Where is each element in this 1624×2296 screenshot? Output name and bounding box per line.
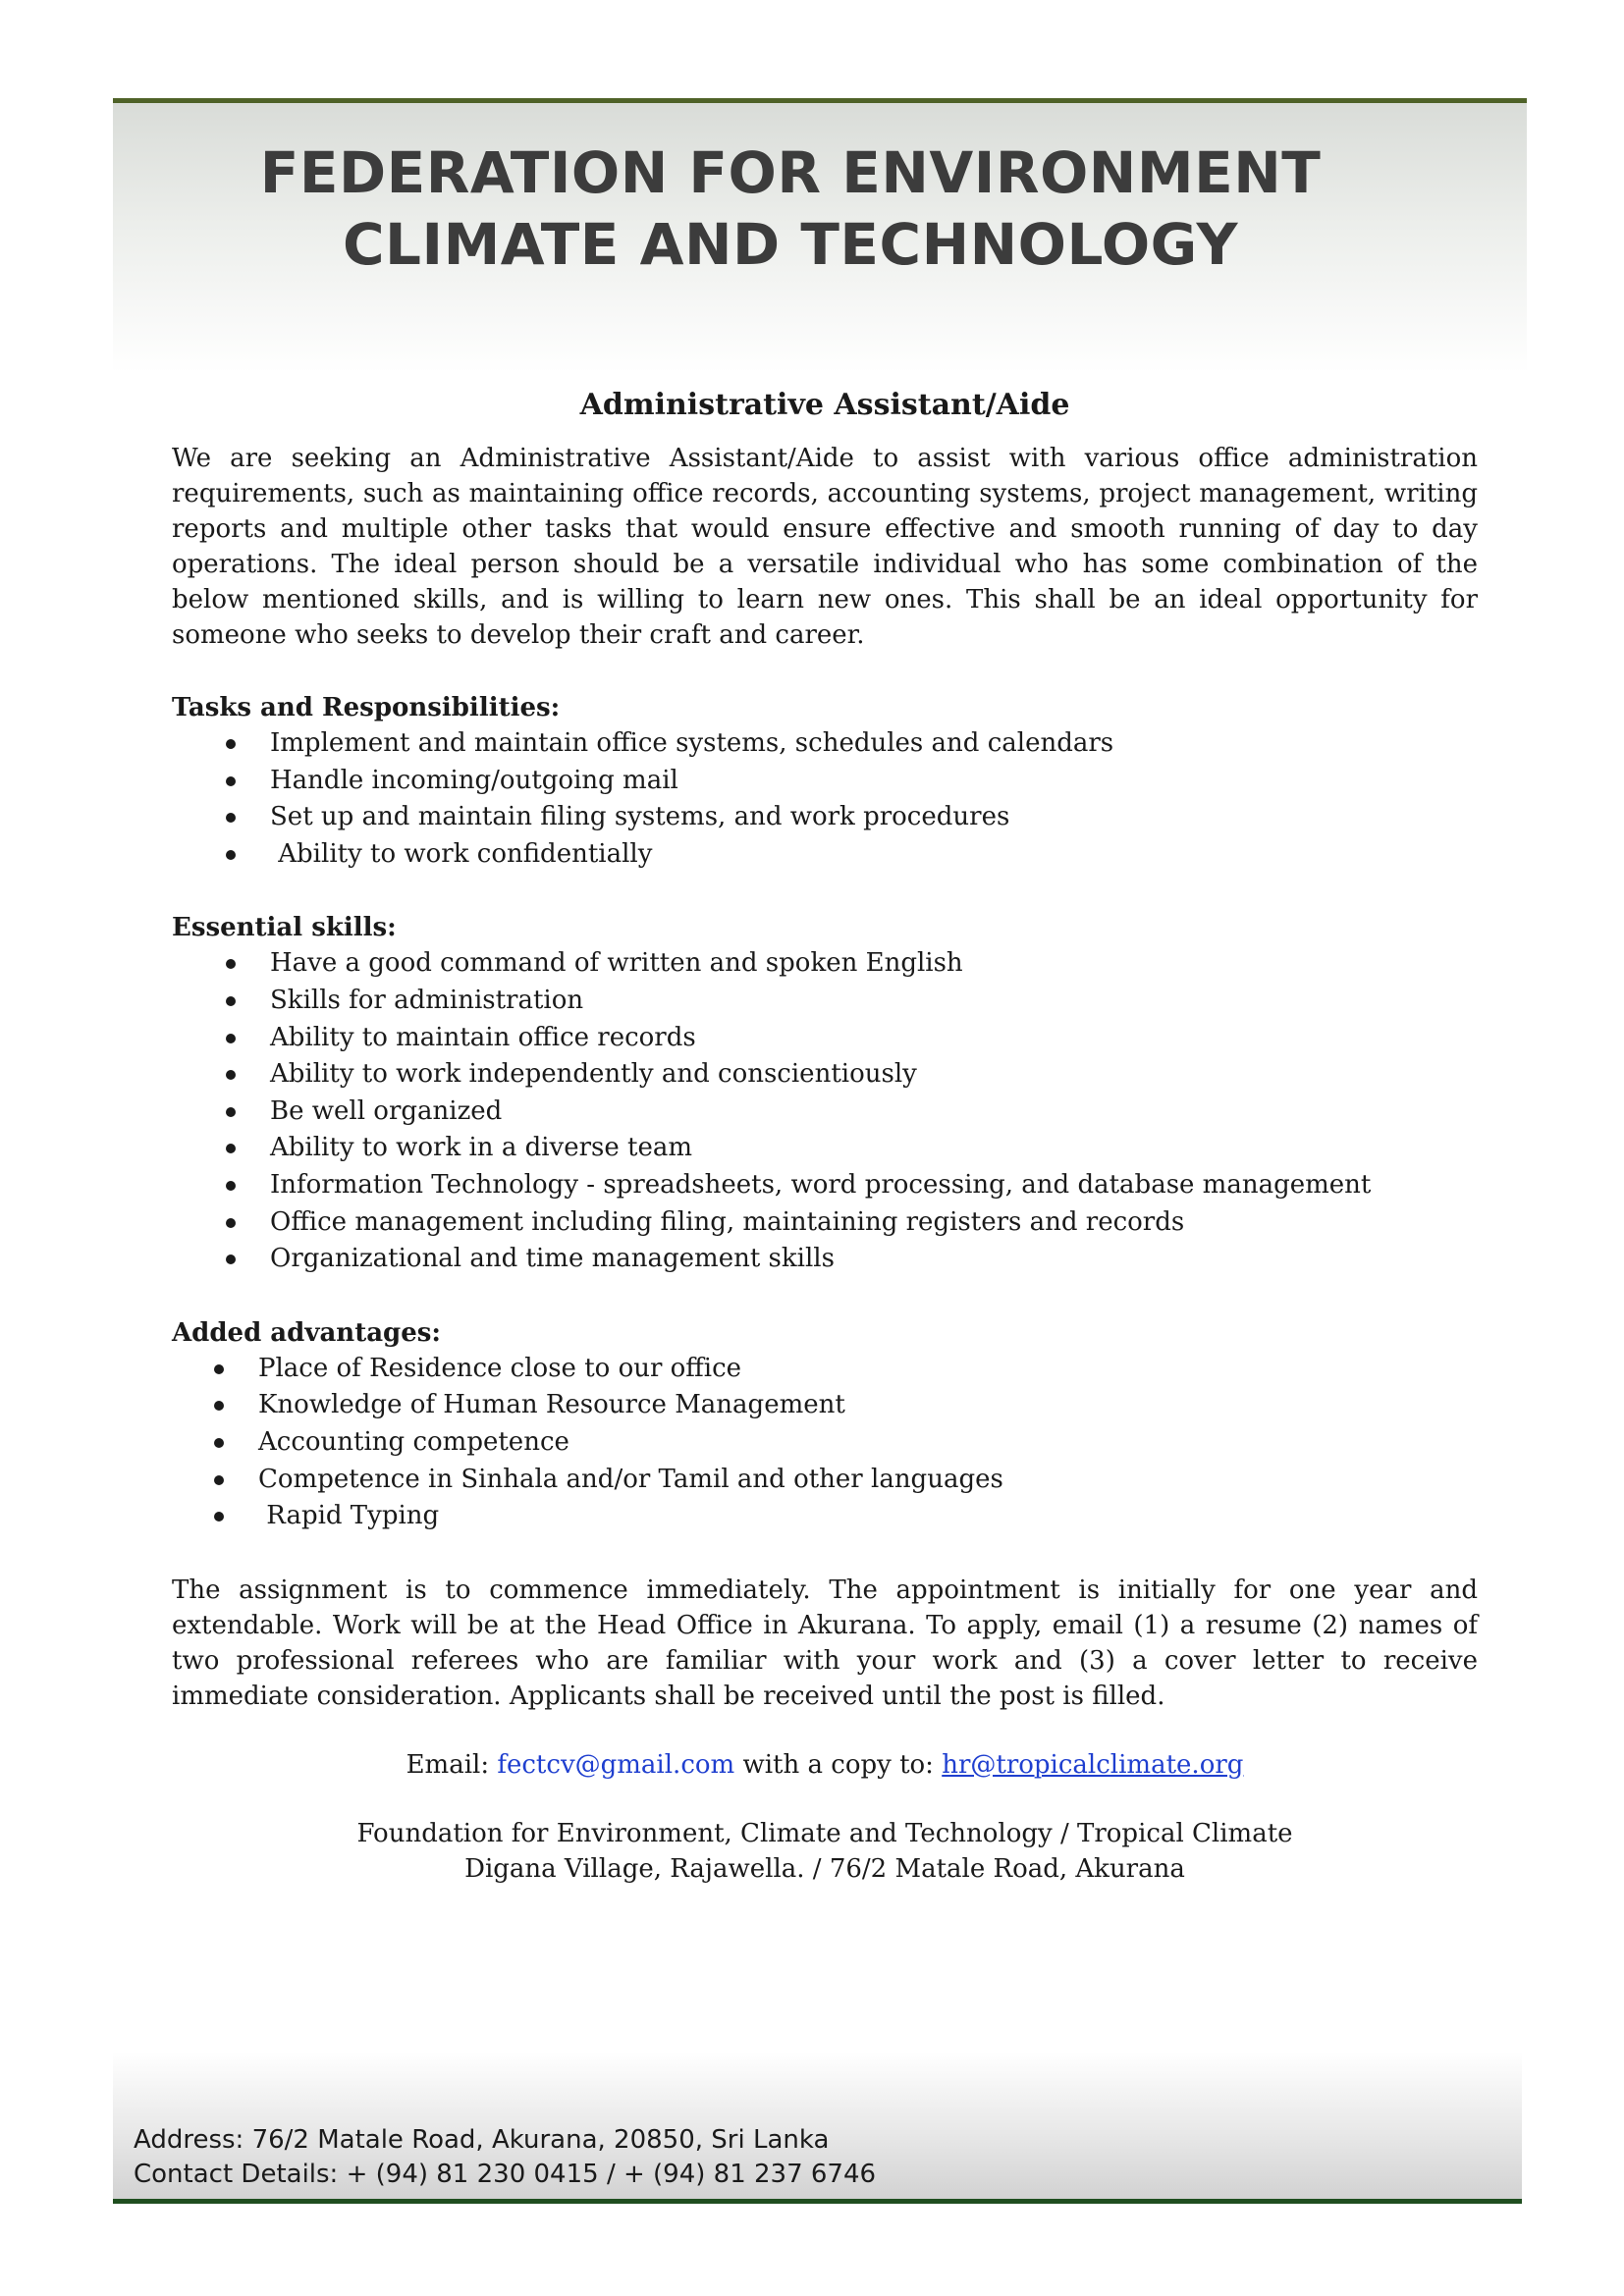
bullet-icon <box>226 1255 236 1264</box>
advantages-heading: Added advantages: <box>172 1317 442 1348</box>
bullet-icon <box>226 776 236 786</box>
list-item: Rapid Typing <box>172 1498 1478 1535</box>
list-item: Ability to work independently and conscientiously <box>172 1056 1478 1094</box>
closing-paragraph: The assignment is to commence immediately. The appointment is initially for one year and extendable. Work will be at the Head Office in Akurana. To apply, email (1) a resume (2) names of two professional referees who are familiar with your work and (3) a cover letter to receive immediate consideration. Applicants shall be received until the post is filled. <box>172 1575 1478 1711</box>
primary-email[interactable]: fectcv@gmail.com <box>497 1749 735 1780</box>
bullet-icon <box>226 813 236 823</box>
list-item: Handle incoming/outgoing mail <box>172 763 1478 800</box>
list-item: Ability to maintain office records <box>172 1020 1478 1057</box>
bullet-icon <box>214 1438 224 1448</box>
list-item: Accounting competence <box>172 1424 1478 1462</box>
bullet-icon <box>214 1364 224 1374</box>
list-item: Knowledge of Human Resource Management <box>172 1387 1478 1424</box>
bullet-icon <box>214 1512 224 1522</box>
advantages-list <box>172 1351 1478 1535</box>
list-item: Ability to work in a diverse team <box>172 1130 1478 1167</box>
skills-list <box>172 945 1478 1277</box>
footer-address: Address: 76/2 Matale Road, Akurana, 20850, Sri Lanka <box>134 2125 830 2155</box>
bullet-icon <box>226 1107 236 1117</box>
bullet-icon <box>214 1475 224 1485</box>
email-line <box>172 1747 1478 1783</box>
bullet-icon <box>226 739 236 749</box>
bullet-icon <box>226 1218 236 1228</box>
footer-contact-details: Contact Details: + (94) 81 230 0415 / + (94) 81 237 6746 <box>134 2160 877 2189</box>
footer <box>134 2123 876 2192</box>
list-item: Information Technology - spreadsheets, word processing, and database management <box>172 1167 1478 1204</box>
list-item: Set up and maintain filing systems, and work procedures <box>172 799 1478 836</box>
organization-title <box>0 137 1581 281</box>
bullet-icon <box>226 850 236 860</box>
job-intro-paragraph: We are seeking an Administrative Assistant/Aide to assist with various office administration requirements, such as maintaining office records, accounting systems, project management, writing reports and multiple other tasks that would ensure effective and smooth running of day to day operations. The ideal person should be a versatile individual who has some combination of the below mentioned skills, and is willing to learn new ones. This shall be an ideal opportunity for someone who seeks to develop their craft and career. <box>172 444 1478 650</box>
document-body <box>172 388 1478 1887</box>
tasks-heading: Tasks and Responsibilities: <box>172 693 561 722</box>
foundation-name: Foundation for Environment, Climate and Technology / Tropical Climate <box>356 1818 1293 1848</box>
bullet-icon <box>214 1401 224 1411</box>
list-item: Competence in Sinhala and/or Tamil and other languages <box>172 1462 1478 1499</box>
bullet-icon <box>226 1144 236 1153</box>
organization-title-line2: CLIMATE AND TECHNOLOGY <box>342 211 1238 278</box>
bullet-icon <box>226 1034 236 1043</box>
bullet-icon <box>226 1181 236 1191</box>
list-item: Implement and maintain office systems, schedules and calendars <box>172 725 1478 763</box>
email-label: Email: <box>406 1749 498 1780</box>
copy-label: with a copy to: <box>734 1749 943 1780</box>
skills-heading: Essential skills: <box>172 913 397 943</box>
tasks-list <box>172 725 1478 873</box>
list-item: Be well organized <box>172 1094 1478 1131</box>
list-item: Ability to work confidentially <box>172 836 1478 874</box>
list-item: Place of Residence close to our office <box>172 1351 1478 1388</box>
foundation-address: Digana Village, Rajawella. / 76/2 Matale Road, Akurana <box>464 1853 1185 1884</box>
copy-email-link[interactable]: hr@tropicalclimate.org <box>942 1749 1244 1780</box>
bullet-icon <box>226 959 236 969</box>
bullet-icon <box>226 996 236 1006</box>
list-item: Skills for administration <box>172 983 1478 1020</box>
list-item: Office management including filing, maintaining registers and records <box>172 1204 1478 1242</box>
list-item: Organizational and time management skills <box>172 1241 1478 1278</box>
job-title: Administrative Assistant/Aide <box>579 388 1070 422</box>
organization-title-line1: FEDERATION FOR ENVIRONMENT <box>259 139 1322 206</box>
bullet-icon <box>226 1070 236 1080</box>
list-item: Have a good command of written and spoken English <box>172 945 1478 983</box>
